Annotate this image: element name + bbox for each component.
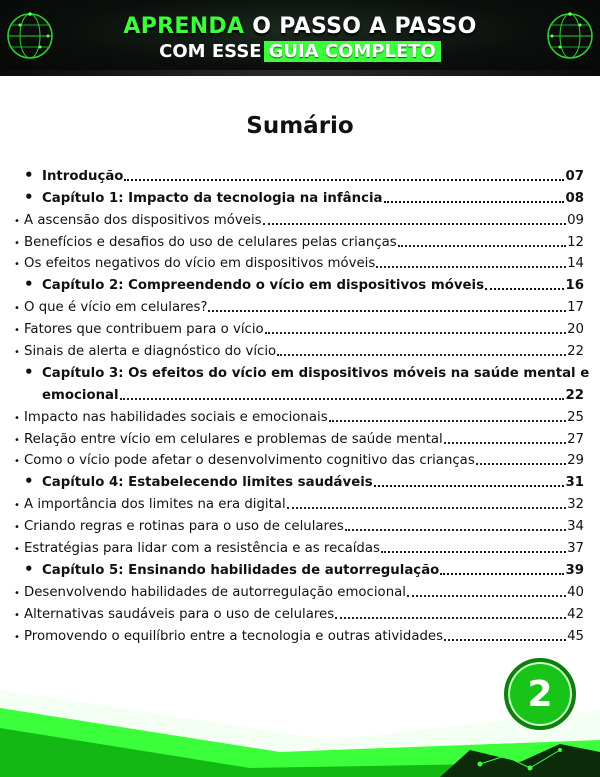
bullet-icon <box>24 560 42 578</box>
toc-label: A ascensão dos dispositivos móveis <box>24 212 262 228</box>
toc-chapter-row <box>14 162 584 184</box>
bullet-icon <box>24 166 42 184</box>
toc-chapter-row <box>14 359 590 381</box>
toc-label: Estratégias para lidar com a resistência e as recaídas <box>24 541 380 557</box>
toc-page-number: 39 <box>565 562 584 578</box>
dot-leader <box>345 523 566 531</box>
toc-label: Promovendo o equilíbrio entre a tecnologia e outras atividades <box>24 628 444 644</box>
bullet-icon <box>14 629 24 644</box>
toc-chapter-row <box>14 271 584 293</box>
dot-leader <box>381 545 566 553</box>
toc-label: Capítulo 1: Impacto da tecnologia na infância <box>42 190 383 206</box>
toc-section-row <box>14 534 584 556</box>
page-title: Sumário <box>246 113 354 139</box>
toc-section-row <box>14 512 584 534</box>
toc-section-row <box>14 250 584 272</box>
toc-label: O que é vício em celulares? <box>24 300 208 316</box>
toc-chapter-row <box>14 468 584 490</box>
toc-page-number: 25 <box>567 409 584 425</box>
dot-leader <box>335 611 566 619</box>
dot-leader <box>120 392 565 400</box>
toc-page-number: 40 <box>567 584 584 600</box>
toc-section-row <box>14 447 584 469</box>
toc-label: Sinais de alerta e diagnóstico do vício <box>24 344 277 360</box>
toc-section-row <box>14 228 584 250</box>
toc-label: Criando regras e rotinas para o uso de celulares <box>24 519 344 535</box>
toc-page-number: 08 <box>565 190 584 206</box>
toc-section-row <box>14 490 584 512</box>
dot-leader <box>263 217 567 225</box>
bullet-icon <box>14 344 24 359</box>
dot-leader <box>329 414 566 422</box>
dot-leader <box>374 479 565 487</box>
dot-leader <box>277 348 566 356</box>
dot-leader <box>485 282 564 290</box>
toc-label: Benefícios e desafios do uso de celulares pelas crianças <box>24 234 397 250</box>
toc-page-number: 09 <box>567 212 584 228</box>
toc-label: Relação entre vício em celulares e problemas de saúde mental <box>24 431 443 447</box>
toc-section-row <box>14 600 584 622</box>
dot-leader <box>287 501 566 509</box>
dot-leader <box>476 457 566 465</box>
dot-leader <box>208 304 566 312</box>
banner-subline <box>0 41 600 62</box>
dot-leader <box>407 589 566 597</box>
bullet-icon <box>24 472 42 490</box>
bullet-icon <box>14 235 24 250</box>
toc-label: Desenvolvendo habilidades de autorregulação emocional <box>24 584 406 600</box>
toc-page-number: 16 <box>565 278 584 294</box>
bullet-icon <box>14 322 24 337</box>
toc-label: Alternativas saudáveis para o uso de celulares <box>24 606 335 622</box>
toc-section-row <box>14 293 584 315</box>
dot-leader <box>398 239 566 247</box>
toc-page-number: 22 <box>565 387 584 403</box>
bullet-icon <box>24 275 42 293</box>
bullet-icon <box>14 213 24 228</box>
toc-page-number: 45 <box>567 628 584 644</box>
toc-page-number: 20 <box>567 322 584 338</box>
toc-section-row <box>14 622 584 644</box>
toc-label: Fatores que contribuem para o vício <box>24 322 264 338</box>
banner-subline-text: COM ESSE <box>159 41 262 62</box>
bullet-icon <box>14 541 24 556</box>
bullet-icon <box>24 188 42 206</box>
toc-page-number: 42 <box>567 606 584 622</box>
toc-section-row <box>14 578 584 600</box>
toc-page-number: 34 <box>567 519 584 535</box>
toc-section-row <box>14 403 584 425</box>
toc-label: Capítulo 3: Os efeitos do vício em dispositivos móveis na saúde mental e <box>42 365 590 381</box>
dot-leader <box>444 633 566 641</box>
table-of-contents <box>14 162 590 644</box>
toc-page-number: 29 <box>567 453 584 469</box>
toc-label: Os efeitos negativos do vício em dispositivos móveis <box>24 256 376 272</box>
page-number-badge: 2 <box>504 658 576 730</box>
bullet-icon <box>14 585 24 600</box>
bullet-icon <box>24 363 42 381</box>
toc-chapter-row <box>14 556 584 578</box>
bullet-icon <box>14 300 24 315</box>
bullet-icon <box>14 432 24 447</box>
dot-leader <box>124 173 564 181</box>
toc-page-number: 32 <box>567 497 584 513</box>
toc-page-number: 37 <box>567 541 584 557</box>
banner-headline <box>0 14 600 39</box>
toc-page-number: 14 <box>567 256 584 272</box>
dot-leader <box>384 195 565 203</box>
bullet-icon <box>14 453 24 468</box>
toc-label: emocional <box>42 387 119 403</box>
toc-section-row <box>14 425 584 447</box>
toc-label: Capítulo 5: Ensinando habilidades de autorregulação <box>42 562 440 578</box>
toc-label: Impacto nas habilidades sociais e emocionais <box>24 409 328 425</box>
toc-page-number: 27 <box>567 431 584 447</box>
bullet-icon <box>14 256 24 271</box>
toc-label: Como o vício pode afetar o desenvolvimento cognitivo das crianças <box>24 453 475 469</box>
toc-page-number: 22 <box>567 344 584 360</box>
toc-page-number: 07 <box>565 168 584 184</box>
toc-page-number: 17 <box>567 300 584 316</box>
dot-leader <box>376 260 566 268</box>
bullet-icon <box>14 497 24 512</box>
toc-label: Introdução <box>42 168 124 184</box>
toc-section-row <box>14 315 584 337</box>
toc-section-row <box>14 206 584 228</box>
dot-leader <box>444 436 566 444</box>
dot-leader <box>440 567 564 575</box>
toc-page-number: 31 <box>565 475 584 491</box>
banner-boxed-text: GUIA COMPLETO <box>264 41 441 62</box>
toc-section-row <box>14 337 584 359</box>
banner-highlight-text: APRENDA <box>123 14 245 39</box>
dot-leader <box>265 326 566 334</box>
toc-label: Capítulo 2: Compreendendo o vício em dispositivos móveis <box>42 278 484 294</box>
toc-chapter-row-continued <box>14 381 584 403</box>
toc-page-number: 12 <box>567 234 584 250</box>
header-banner <box>0 0 600 76</box>
toc-chapter-row <box>14 184 584 206</box>
bullet-icon <box>14 410 24 425</box>
toc-label: Capítulo 4: Estabelecendo limites saudáveis <box>42 475 373 491</box>
bullet-icon <box>14 607 24 622</box>
toc-label: A importância dos limites na era digital <box>24 497 286 513</box>
banner-headline-text: O PASSO A PASSO <box>252 14 477 39</box>
bullet-icon <box>14 519 24 534</box>
